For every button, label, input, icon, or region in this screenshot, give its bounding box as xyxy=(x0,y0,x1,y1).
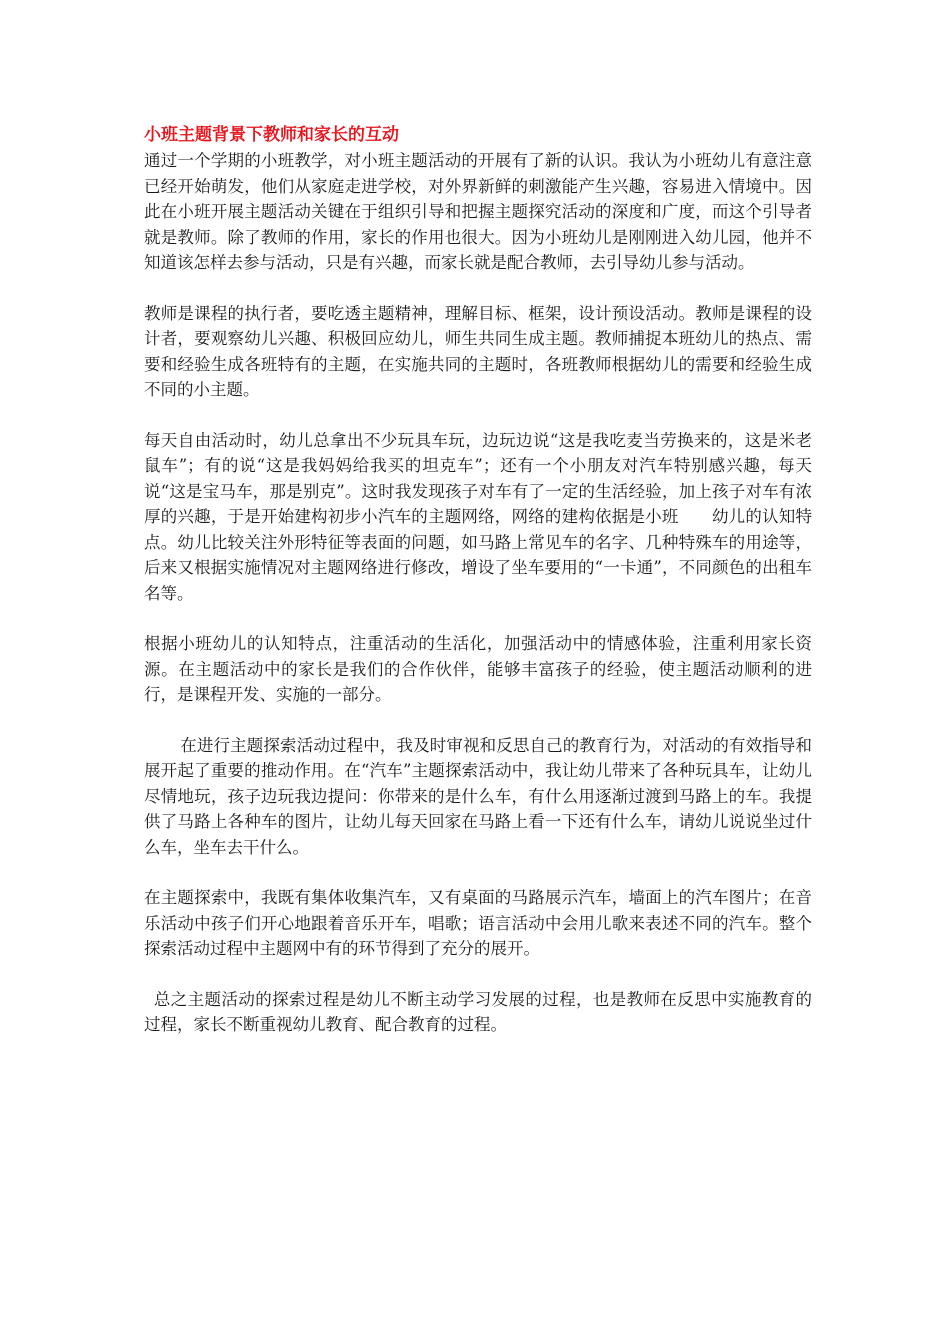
document-page xyxy=(144,118,812,1063)
paragraph-1: 通过一个学期的小班教学，对小班主题活动的开展有了新的认识。我认为小班幼儿有意注意已经开始萌发，他们从家庭走进学校，对外界新鲜的刺激能产生兴趣，容易进入情境中。因此在小班开展主题活动关键在于组织引导和把握主题探究活动的深度和广度，而这个引导者就是教师。除了教师的作用，家长的作用也很大。因为小班幼儿是刚刚进入幼儿园，他并不知道该怎样去参与活动，只是有兴趣，而家长就是配合教师，去引导幼儿参与活动。 xyxy=(144,151,812,272)
paragraph-3: 每天自由活动时，幼儿总拿出不少玩具车玩，边玩边说“这是我吃麦当劳换来的，这是米老鼠车”；有的说“这是我妈妈给我买的坦克车”；还有一个小朋友对汽车特别感兴趣，每天说“这是宝马车，那是别克”。这时我发现孩子对车有了一定的生活经验，加上孩子对车有浓厚的兴趣，于是开始建构初步小汽车的主题网络，网络的建构依据是小班 幼儿的认知特点。幼儿比较关注外形特征等表面的问题，如马路上常见车的名字、几种特殊车的用途等，后来又根据实施情况对主题网络进行修改，增设了坐车要用的“一卡通”，不同颜色的出租车名等。 xyxy=(144,430,812,603)
paragraph-6: 在主题探索中，我既有集体收集汽车，又有桌面的马路展示汽车，墙面上的汽车图片；在音乐活动中孩子们开心地跟着音乐开车，唱歌；语言活动中会用儿歌来表述不同的汽车。整个探索活动过程中主题网中有的环节得到了充分的展开。 xyxy=(144,888,812,958)
paragraph-7: 总之主题活动的探索过程是幼儿不断主动学习发展的过程，也是教师在反思中实施教育的过程，家长不断重视幼儿教育、配合教育的过程。 xyxy=(144,989,812,1034)
document-title: 小班主题背景下教师和家长的互动 xyxy=(144,125,399,145)
paragraph-5: 在进行主题探索活动过程中，我及时审视和反思自己的教育行为，对活动的有效指导和展开起了重要的推动作用。在“汽车”主题探索活动中，我让幼儿带来了各种玩具车，让幼儿尽情地玩，孩子边玩我边提问：你带来的是什么车，有什么用逐渐过渡到马路上的车。我提供了马路上各种车的图片，让幼儿每天回家在马路上看一下还有什么车，请幼儿说说坐过什么车，坐车去干什么。 xyxy=(144,735,812,857)
paragraph-2: 教师是课程的执行者，要吃透主题精神，理解目标、框架，设计预设活动。教师是课程的设计者，要观察幼儿兴趣、积极回应幼儿，师生共同生成主题。教师捕捉本班幼儿的热点、需要和经验生成各班特有的主题，在实施共同的主题时，各班教师根据幼儿的需要和经验生成不同的小主题。 xyxy=(144,303,812,399)
paragraph-4: 根据小班幼儿的认知特点，注重活动的生活化，加强活动中的情感体验，注重利用家长资源。在主题活动中的家长是我们的合作伙伴，能够丰富孩子的经验，使主题活动顺利的进行，是课程开发、实施的一部分。 xyxy=(144,634,812,704)
